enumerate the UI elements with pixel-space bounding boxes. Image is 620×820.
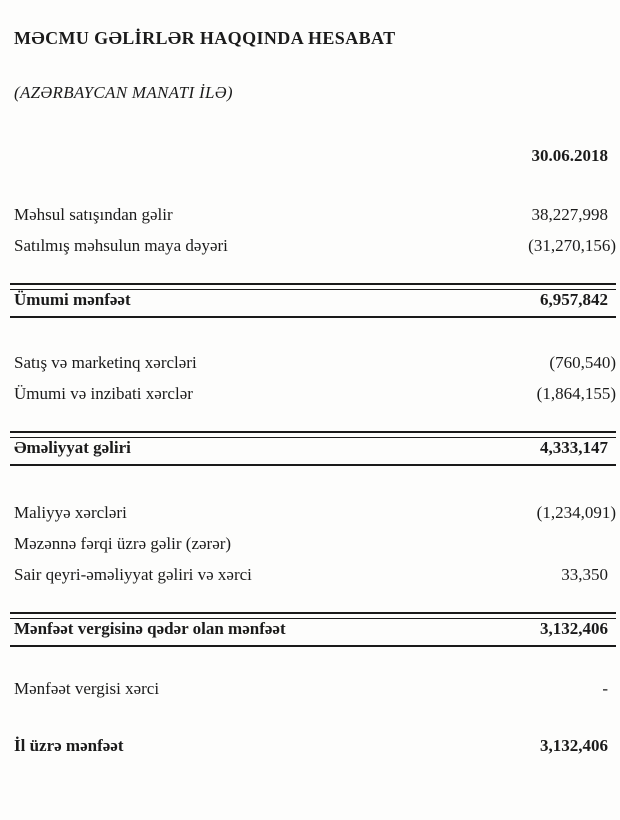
- row-label: Sair qeyri-əməliyyat gəliri və xərci: [14, 565, 252, 584]
- row-value: 4,333,147: [540, 438, 608, 457]
- table-row: [10, 199, 616, 230]
- table-row: [10, 347, 616, 378]
- table-row: [10, 559, 616, 590]
- row-label: Maliyyə xərcləri: [14, 503, 127, 522]
- income-tax-row: [10, 673, 616, 704]
- row-label: Satılmış məhsulun maya dəyəri: [14, 236, 228, 255]
- row-label: Mənfəət vergisinə qədər olan mənfəət: [14, 619, 286, 638]
- revenue-section: [10, 199, 616, 261]
- non-operating-section: [10, 497, 616, 590]
- table-row: [10, 230, 616, 261]
- report-subtitle: (AZƏRBAYCAN MANATI İLƏ): [14, 83, 233, 102]
- row-label: Mənfəət vergisi xərci: [14, 679, 160, 698]
- row-label: Məzənnə fərqi üzrə gəlir (zərər): [14, 534, 232, 553]
- table-row: [10, 528, 616, 559]
- profit-for-year-row: [10, 730, 616, 761]
- profit-before-tax-total-row: [10, 612, 616, 647]
- row-label: Ümumi və inzibati xərclər: [14, 384, 193, 403]
- row-value: 3,132,406: [540, 736, 608, 755]
- row-label: Satış və marketinq xərcləri: [14, 353, 197, 372]
- row-label: Məhsul satışından gəlir: [14, 205, 173, 224]
- row-value: 33,350: [561, 565, 608, 584]
- row-value: -: [602, 679, 608, 698]
- row-value: (760,540): [549, 353, 616, 372]
- operating-expenses-section: [10, 347, 616, 409]
- row-label: Ümumi mənfəət: [14, 290, 131, 309]
- row-value: 6,957,842: [540, 290, 608, 309]
- table-row: [10, 497, 616, 528]
- period-column-header: 30.06.2018: [531, 146, 608, 165]
- row-label: Əməliyyat gəliri: [14, 438, 131, 457]
- row-value: (31,270,156): [528, 236, 616, 255]
- report-title: MƏCMU GƏLİRLƏR HAQQINDA HESABAT: [14, 28, 396, 48]
- row-label: İl üzrə mənfəət: [14, 736, 124, 755]
- row-value: 3,132,406: [540, 619, 608, 638]
- operating-income-total-row: [10, 431, 616, 466]
- row-value: (1,234,091): [536, 503, 616, 522]
- gross-profit-total-row: [10, 283, 616, 318]
- row-value: (1,864,155): [536, 384, 616, 403]
- row-value: 38,227,998: [531, 205, 608, 224]
- table-row: [10, 378, 616, 409]
